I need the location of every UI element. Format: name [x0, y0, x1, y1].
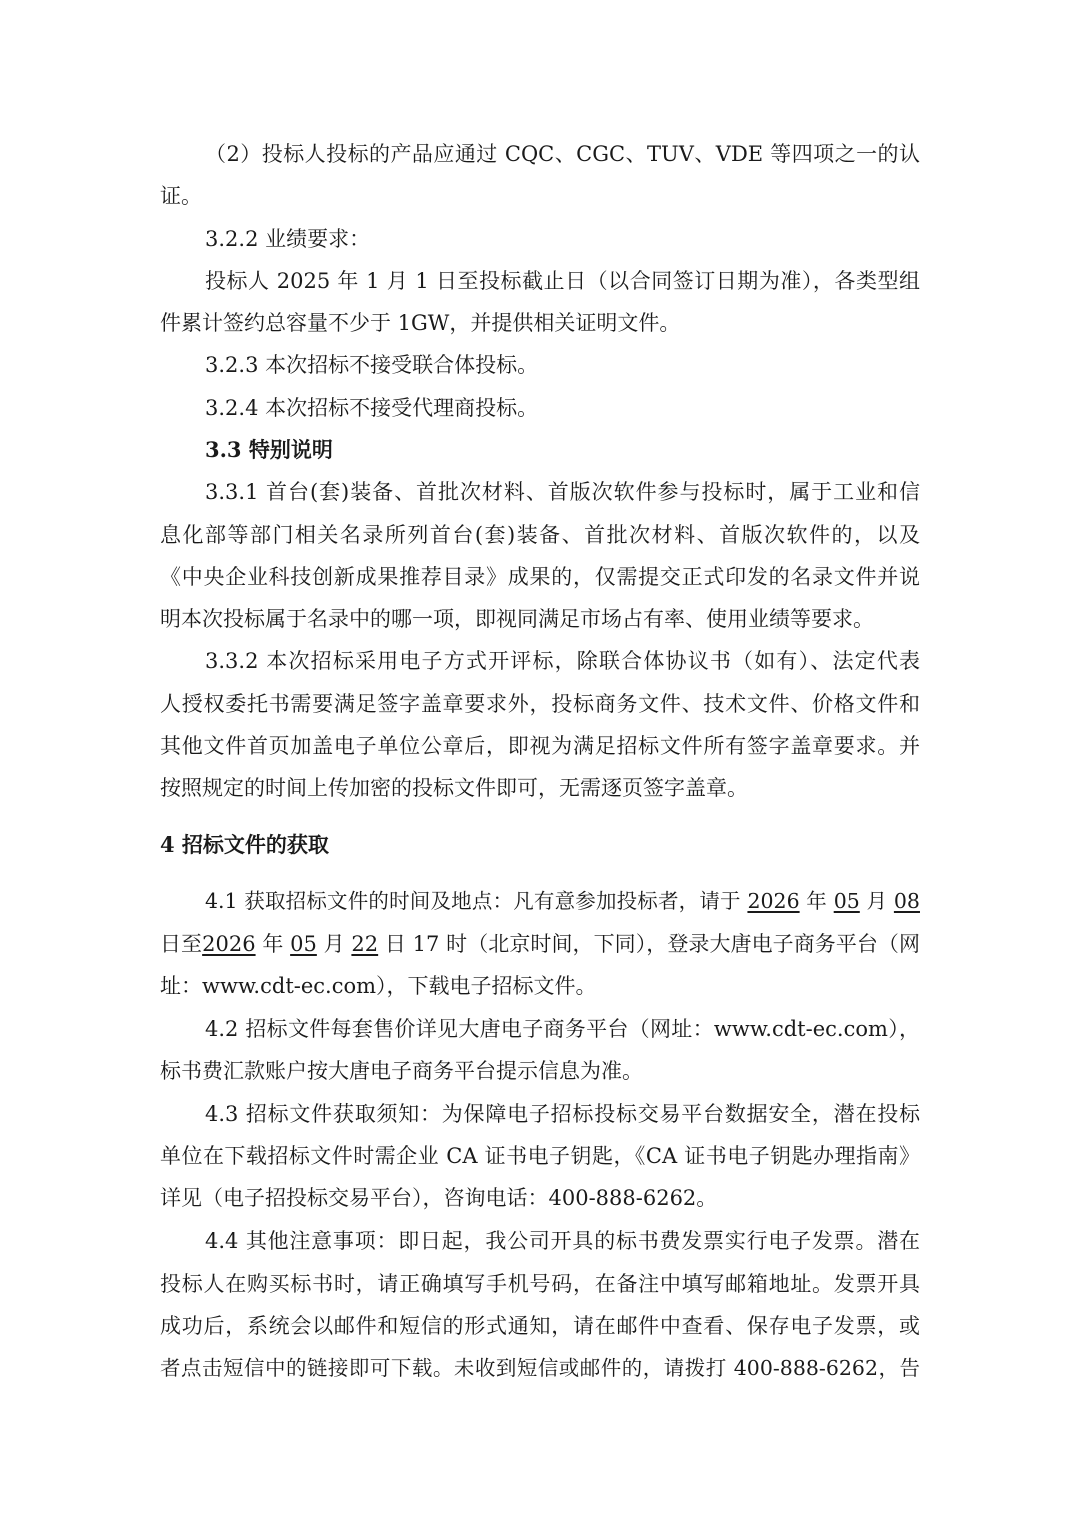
para-3-3-1-line-4: 明本次投标属于名录中的哪一项，即视同满足市场占有率、使用业绩等要求。 [160, 607, 874, 631]
month-unit: 月 [316, 932, 352, 956]
end-year: 2026 [202, 932, 256, 956]
para-4-1-tail: 日 17 时（北京时间，下同），登录大唐电子商务平台（网 [378, 932, 920, 956]
heading-3-2-2: 3.2.2 业绩要求： [205, 227, 371, 251]
para-4-3-line-3: 详见（电子招投标交易平台），咨询电话：400-888-6262。 [160, 1186, 718, 1210]
para-4-2-line-2: 标书费汇款账户按大唐电子商务平台提示信息为准。 [160, 1059, 643, 1083]
para-3-3-1-line-2: 息化部等部门相关名录所列首台(套)装备、首批次材料、首版次软件的，以及 [160, 523, 920, 547]
para-4-1-line-2 [160, 929, 920, 959]
para-3-3-1-line-3: 《中央企业科技创新成果推荐目录》成果的，仅需提交正式印发的名录文件并说 [160, 565, 920, 589]
start-month: 05 [833, 889, 860, 913]
para-3-3-2-line-1: 3.3.2 本次招标采用电子方式开评标，除联合体协议书（如有）、法定代表 [205, 649, 920, 673]
para-4-4-line-2: 投标人在购买标书时，请正确填写手机号码，在备注中填写邮箱地址。发票开具 [160, 1272, 920, 1296]
para-4-2-line-1: 4.2 招标文件每套售价详见大唐电子商务平台（网址：www.cdt-ec.com）， [205, 1017, 920, 1041]
end-month: 05 [290, 932, 317, 956]
end-day: 22 [351, 932, 379, 956]
para-4-1-line-1 [205, 886, 920, 916]
year-unit: 年 [799, 889, 834, 913]
day-to: 日至 [160, 932, 203, 956]
item-3-2-4: 3.2.4 本次招标不接受代理商投标。 [205, 396, 539, 420]
para-3-3-2-line-3: 其他文件首页加盖电子单位公章后，即视为满足招标文件所有签字盖章要求。并 [160, 734, 920, 758]
heading-3-3: 3.3 特别说明 [205, 437, 333, 462]
month-unit: 月 [859, 889, 894, 913]
para-cert-line-2: 证。 [160, 184, 202, 208]
para-4-4-line-3: 成功后，系统会以邮件和短信的形式通知，请在邮件中查看、保存电子发票，或 [160, 1314, 920, 1338]
para-performance-line-2: 件累计签约总容量不少于 1GW，并提供相关证明文件。 [160, 311, 681, 335]
para-4-1-lead: 4.1 获取招标文件的时间及地点：凡有意参加投标者，请于 [205, 889, 748, 913]
para-3-3-1-line-1: 3.3.1 首台(套)装备、首批次材料、首版次软件参与投标时，属于工业和信 [205, 480, 920, 504]
para-4-4-line-4: 者点击短信中的链接即可下载。未收到短信或邮件的，请拨打 400-888-6262，告 [160, 1356, 920, 1380]
para-4-3-line-1: 4.3 招标文件获取须知：为保障电子招标投标交易平台数据安全，潜在投标 [205, 1102, 920, 1126]
para-3-3-2-line-2: 人授权委托书需要满足签字盖章要求外，投标商务文件、技术文件、价格文件和 [160, 692, 920, 716]
para-cert-line-1: （2）投标人投标的产品应通过 CQC、CGC、TUV、VDE 等四项之一的认 [205, 142, 920, 166]
year-unit: 年 [255, 932, 291, 956]
start-day: 08 [893, 889, 920, 913]
item-3-2-3: 3.2.3 本次招标不接受联合体投标。 [205, 353, 539, 377]
para-4-1-line-3: 址：www.cdt-ec.com），下载电子招标文件。 [160, 974, 597, 998]
para-4-3-line-2: 单位在下载招标文件时需企业 CA 证书电子钥匙，《CA 证书电子钥匙办理指南》 [160, 1144, 920, 1168]
heading-section-4: 4 招标文件的获取 [160, 832, 329, 857]
para-4-4-line-1: 4.4 其他注意事项：即日起，我公司开具的标书费发票实行电子发票。潜在 [205, 1229, 920, 1253]
para-performance-line-1: 投标人 2025 年 1 月 1 日至投标截止日（以合同签订日期为准），各类型组 [205, 269, 920, 293]
start-year: 2026 [747, 889, 800, 913]
para-3-3-2-line-4: 按照规定的时间上传加密的投标文件即可，无需逐页签字盖章。 [160, 776, 748, 800]
